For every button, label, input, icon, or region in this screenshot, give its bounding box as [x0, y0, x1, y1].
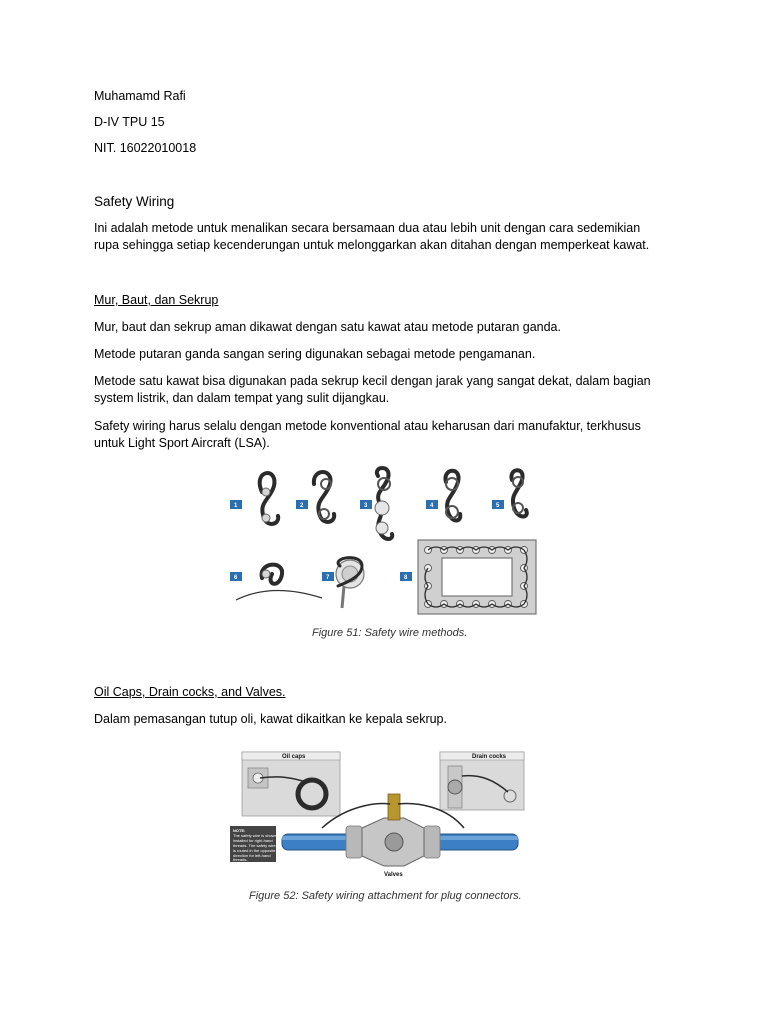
label-valves: Valves — [384, 872, 403, 878]
figure-52-caption: Figure 52: Safety wiring attachment for plug connectors. — [249, 890, 522, 902]
step-6-label: 6 — [234, 575, 238, 581]
step-8-label: 8 — [404, 575, 408, 581]
intro-line-1: Ini adalah metode untuk menalikan secara bersamaan dua atau lebih unit dengan cara sedemikian — [94, 221, 641, 235]
step-7-label: 7 — [326, 575, 330, 581]
note-line-2: installed for right-hand — [233, 838, 273, 843]
step-2-label: 2 — [300, 503, 304, 509]
method-4-illustration — [426, 471, 460, 521]
author-program: D-IV TPU 15 — [94, 115, 165, 129]
paragraph-lsa-line-2: untuk Light Sport Aircraft (LSA). — [94, 436, 270, 450]
intro-line-2: rupa sehingga setiap kecenderungan untuk melonggarkan akan ditahan dengan memperkeat kawat. — [94, 238, 650, 252]
subsection-title-nuts-bolts: Mur, Baut, dan Sekrup — [94, 293, 219, 307]
subsection-title-oil-caps: Oil Caps, Drain cocks, and Valves. — [94, 685, 286, 699]
oil-caps-panel — [242, 752, 340, 816]
note-line-5: direction for left-hand — [233, 853, 271, 858]
figure-51-safety-wire-methods — [222, 462, 544, 620]
paragraph-lsa-line-1: Safety wiring harus selalu dengan metode konventional atau keharusan dari manufaktur, terkhusus — [94, 419, 641, 433]
method-7-illustration — [322, 558, 364, 608]
method-3-illustration — [360, 468, 392, 539]
author-name: Muhamamd Rafi — [94, 89, 186, 103]
method-8-illustration — [400, 540, 536, 614]
paragraph-single-wire-line-2: system listrik, dan dalam tempat yang sulit dijangkau. — [94, 391, 390, 405]
step-3-label: 3 — [364, 503, 368, 509]
section-title: Safety Wiring — [94, 194, 175, 209]
label-drain-cocks: Drain cocks — [472, 754, 507, 760]
author-nit: NIT. 16022010018 — [94, 141, 197, 155]
paragraph-single-wire-line-1: Metode satu kawat bisa digunakan pada sekrup kecil dengan jarak yang sangat dekat, dalam bagian — [94, 374, 651, 388]
note-line-4: is routed in the opposite — [233, 848, 276, 853]
note-box — [230, 826, 277, 862]
note-line-6: threads. — [233, 857, 248, 862]
label-oil-caps: Oil caps — [282, 754, 306, 760]
method-2-illustration — [296, 472, 334, 522]
step-5-label: 5 — [496, 503, 500, 509]
note-line-1: The safety wire is shown — [233, 833, 277, 838]
paragraph-double-twist: Metode putaran ganda sangan sering digunakan sebagai metode pengamanan. — [94, 347, 536, 361]
step-4-label: 4 — [430, 503, 434, 509]
figure-52-plug-connectors — [226, 746, 530, 884]
paragraph-single-double-twist: Mur, baut dan sekrup aman dikawat dengan satu kawat atau metode putaran ganda. — [94, 320, 561, 334]
step-1-label: 1 — [234, 503, 238, 509]
drain-cocks-panel — [440, 752, 524, 810]
method-5-illustration — [492, 470, 527, 516]
method-6-illustration — [230, 565, 322, 600]
note-title: NOTE: — [233, 828, 246, 833]
figure-51-caption: Figure 51: Safety wire methods. — [312, 627, 468, 639]
paragraph-oil-caps: Dalam pemasangan tutup oli, kawat dikaitkan ke kepala sekrup. — [94, 712, 447, 726]
method-1-illustration — [230, 473, 278, 524]
note-line-3: threads. The safety wire — [233, 843, 276, 848]
